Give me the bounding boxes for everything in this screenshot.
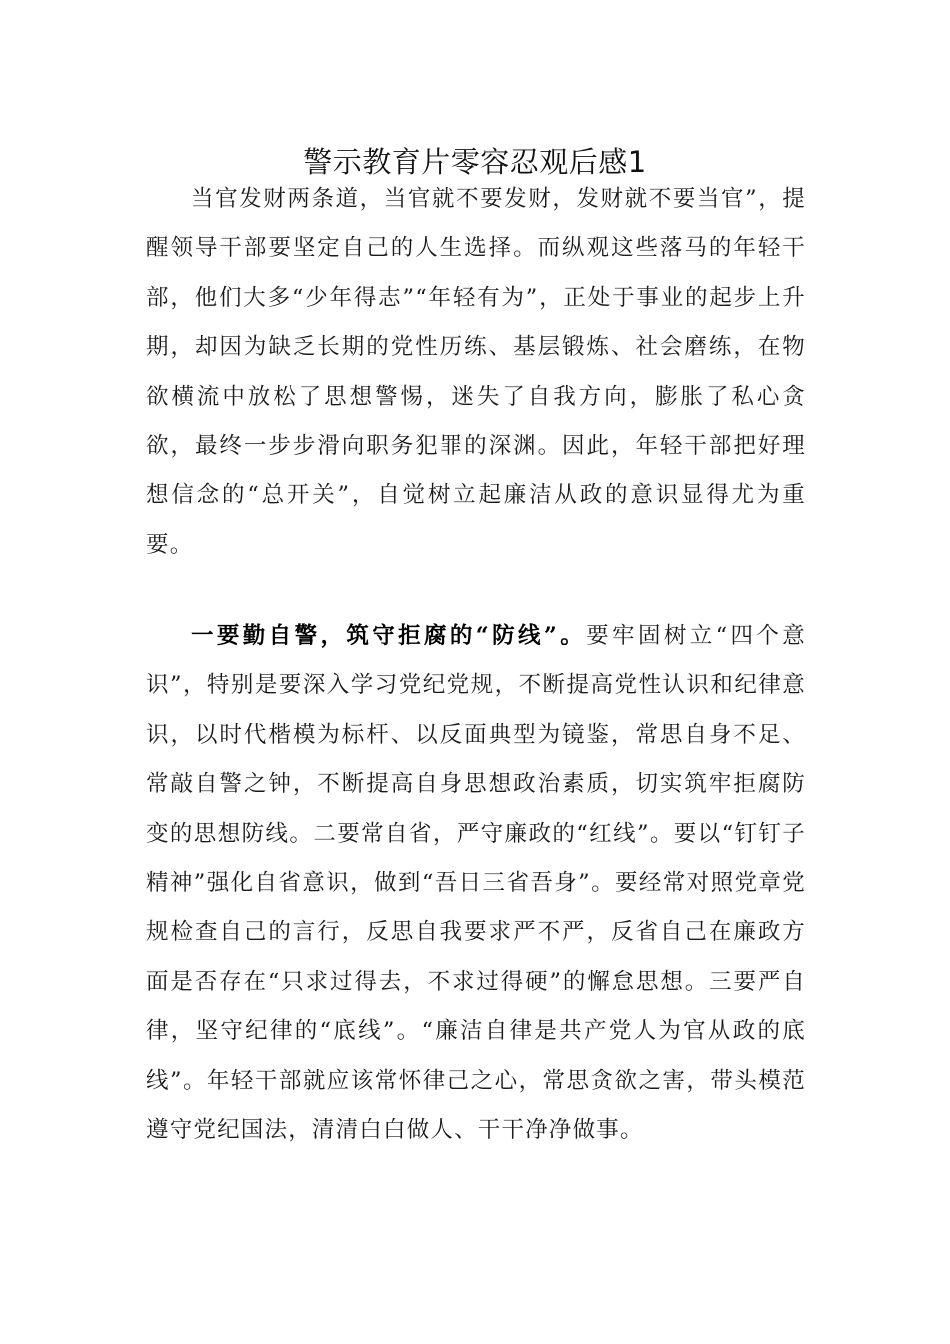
paragraph-body-text: 要牢固树立“四个意识”，特别是要深入学习党纪党规，不断提高党性认识和纪律意识，以时代楷模为标杆、以反面典型为镜鉴，常思自身不足、常敲自警之钟，不断提高自身思想政治素质，切实筑牢拒腐防变的思想防线。二要常自省，严守廉政的“红线”。要以“钉钉子精神”强化自省意识，做到“吾日三省吾身”。要经常对照党章党规检查自己的言行，反思自我要求严不严，反省自己在廉政方面是否存在“只求过得去，不求过得硬”的懈怠思想。三要严自律，坚守纪律的“底线”。“廉洁自律是共产党人为官从政的底线”。年轻干部就应该常怀律己之心，常思贪欲之害，带头模范遵守党纪国法，清清白白做人、干干净净做事。 [146,623,806,1144]
paragraph-intro: 当官发财两条道，当官就不要发财，发财就不要当官”，提醒领导干部要坚定自己的人生选择。而纵观这些落马的年轻干部，他们大多“少年得志”“年轻有为”，正处于事业的起步上升期，却因为缺乏长期的党性历练、基层锻炼、社会磨练，在物欲横流中放松了思想警惕，迷失了自我方向，膨胀了私心贪欲，最终一步步滑向职务犯罪的深渊。因此，年轻干部把好理想信念的“总开关”，自觉树立起廉洁从政的意识显得尤为重要。 [146,186,806,558]
document-title: 警示教育片零容忍观后感1 [303,145,647,179]
paragraph-lead-heading: 一要勤自警，筑守拒腐的“防线”。 [191,623,587,649]
paragraph-measures [146,612,806,1155]
